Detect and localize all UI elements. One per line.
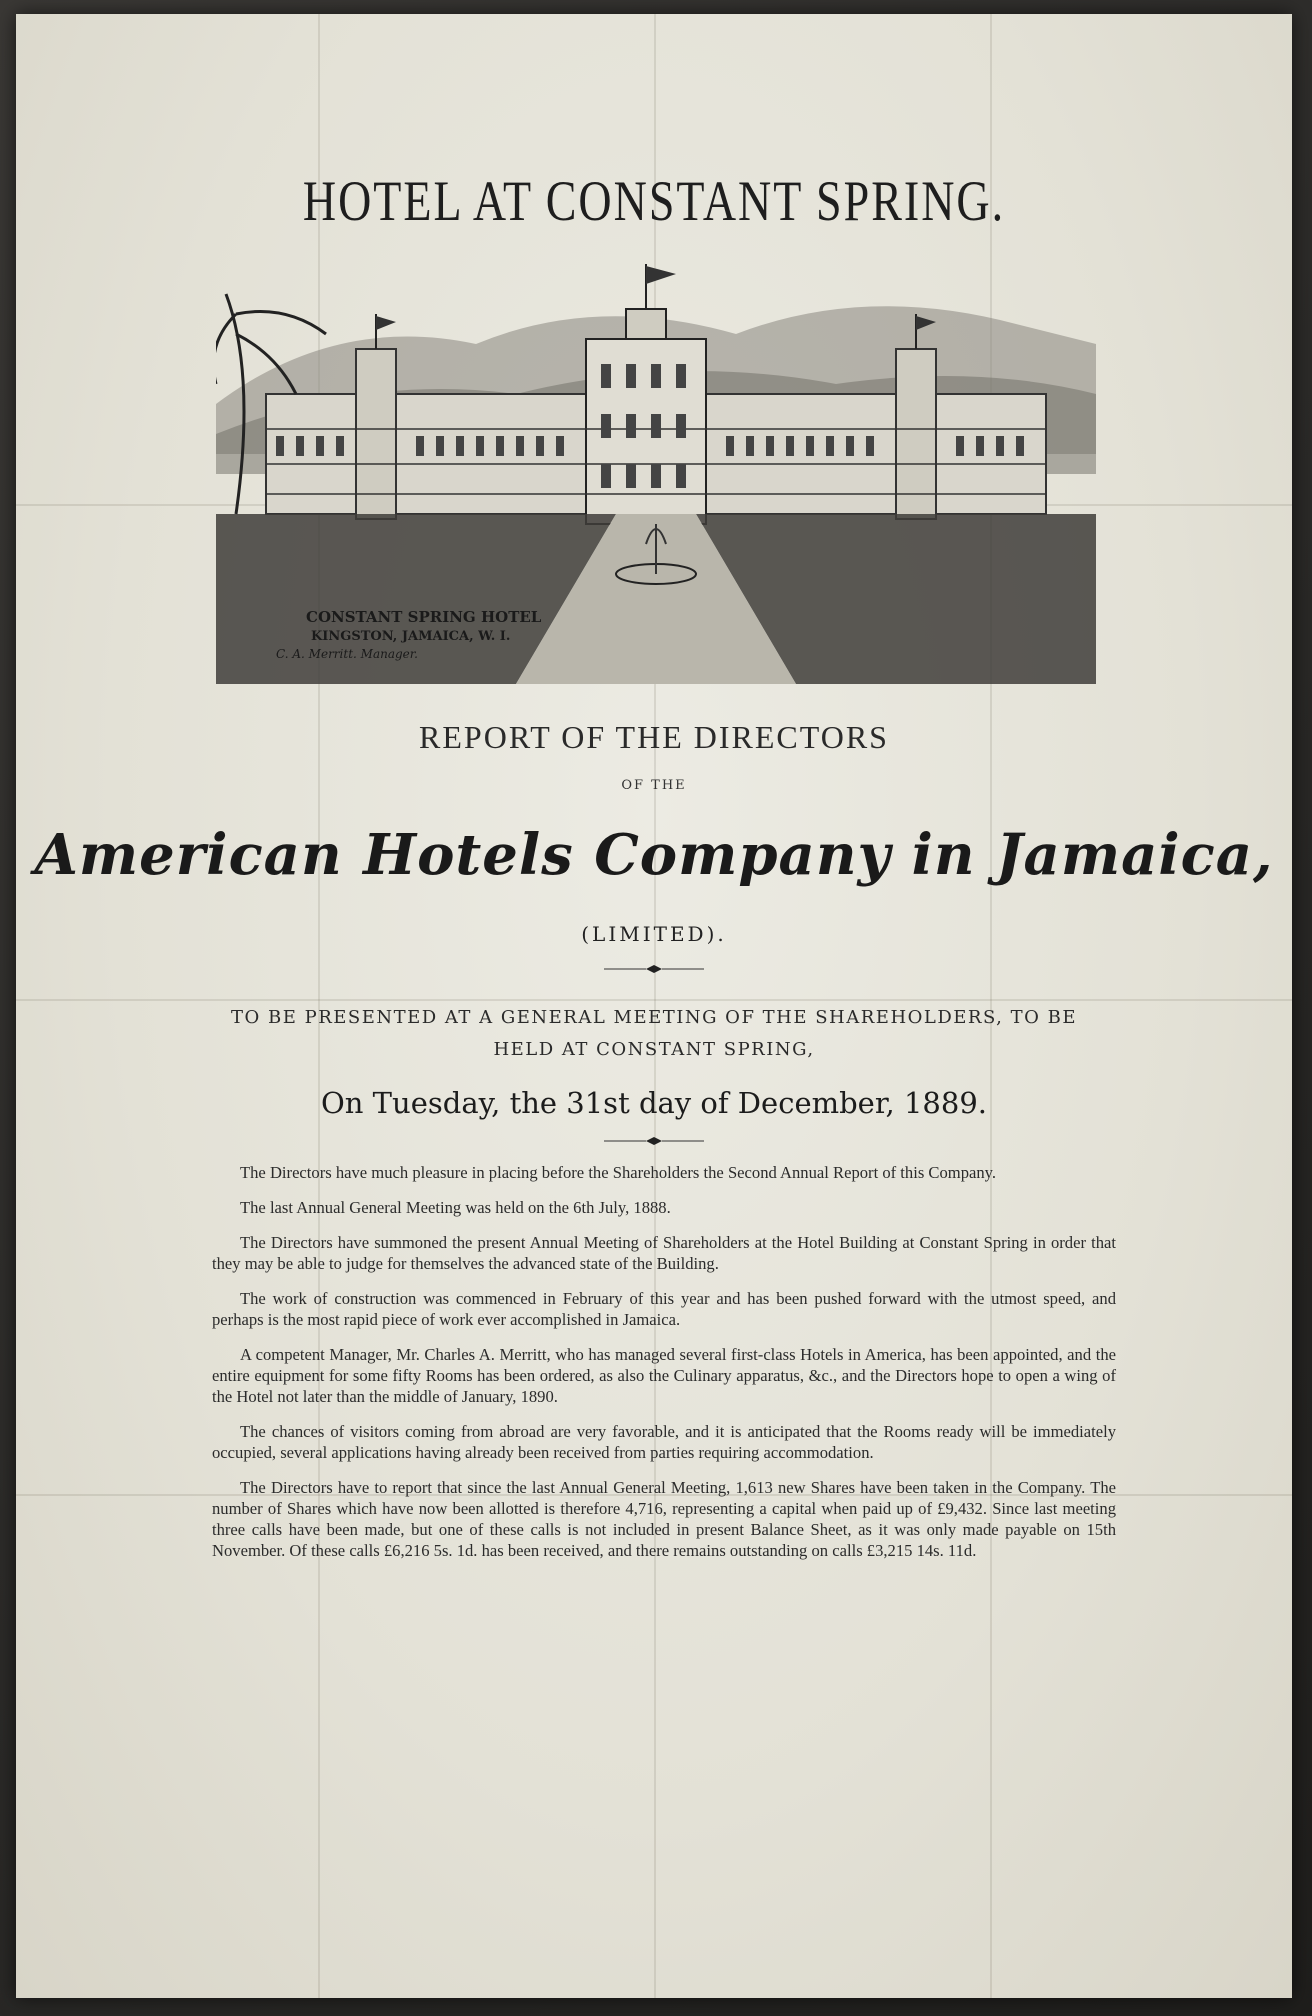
of-the-label: OF THE <box>621 778 687 793</box>
paragraph: The Directors have much pleasure in placing before the Shareholders the Second Annual Report of this Company. <box>240 1163 997 1182</box>
meeting-date: On Tuesday, the 31st day of December, 1889. <box>321 1086 987 1120</box>
company-name: American Hotels Company in Jamaica, <box>34 822 1274 888</box>
presentation-notice <box>86 1002 1222 1066</box>
paragraph: The work of construction was commenced in February of this year and has been pushed forward with the utmost speed, and perhaps is the most rapid piece of work ever accomplished in Jamaica. <box>212 1289 1116 1329</box>
divider-ornament <box>604 1136 704 1146</box>
paragraph: The Directors have summoned the present Annual Meeting of Shareholders at the Hotel Building at Constant Spring in order that they may be able to judge for themselves the advanced state of the Building. <box>212 1233 1116 1273</box>
paragraph: The chances of visitors coming from abroad are very favorable, and it is anticipated that the Rooms ready will be immediately occupied, several applications having already been received from parties requiring accommodation. <box>212 1422 1116 1462</box>
presentation-line-2: HELD AT CONSTANT SPRING, <box>493 1039 815 1060</box>
hotel-engraving <box>216 254 1096 684</box>
paragraph: The Directors have to report that since the last Annual General Meeting, 1,613 new Shares have been taken in the Company. The number of Shares which have now been allotted is therefore 4,716, representing a capital when paid up of £9,432. Since last meeting three calls have been made, but one of these calls is not included in present Balance Sheet, as it was only made payable on 15th November. Of these calls £6,216 5s. 1d. has been received, and there remains outstanding on calls £3,215 14s. 11d. <box>212 1478 1116 1560</box>
presentation-line-1: TO BE PRESENTED AT A GENERAL MEETING OF THE SHAREHOLDERS, TO BE <box>231 1007 1077 1028</box>
limited-label: (LIMITED). <box>581 922 727 946</box>
engraving-caption-2: KINGSTON, JAMAICA, W. I. <box>311 629 511 644</box>
paragraph: The last Annual General Meeting was held on the 6th July, 1888. <box>240 1198 671 1217</box>
paragraph: A competent Manager, Mr. Charles A. Merritt, who has managed several first-class Hotels in America, has been appointed, and the entire equipment for some fifty Rooms has been ordered, as also the Culinary apparatus, &c., and the Directors hope to open a wing of the Hotel not later than the middle of January, 1890. <box>212 1345 1116 1406</box>
document-sheet <box>16 14 1292 1998</box>
engraving-caption-3: C. A. Merritt. Manager. <box>276 647 418 661</box>
report-body <box>212 1162 1116 1575</box>
fold-crease <box>16 999 1292 1001</box>
report-heading: REPORT OF THE DIRECTORS <box>419 719 889 755</box>
engraving-caption-1: CONSTANT SPRING HOTEL <box>306 608 542 626</box>
page-title: HOTEL AT CONSTANT SPRING. <box>302 168 1006 233</box>
divider-ornament <box>604 964 704 974</box>
